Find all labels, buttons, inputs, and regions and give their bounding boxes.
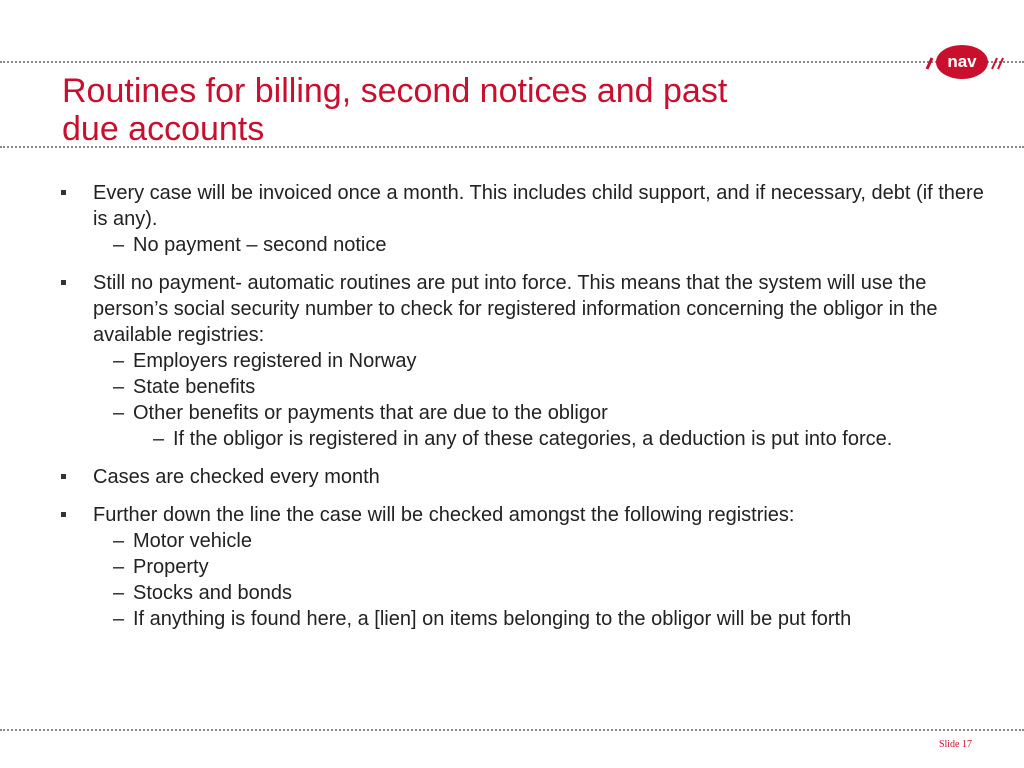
sub-bullet-text: If anything is found here, a [lien] on items belonging to the obligor will be put forth: [133, 608, 852, 630]
bullet-text: Further down the line the case will be checked amongst the following registries:: [93, 504, 795, 526]
slide-title-line-1: Routines for billing, second notices and past: [62, 72, 728, 110]
sub-bullet-item: [93, 528, 988, 554]
sub-sub-bullet-item: [93, 426, 988, 452]
square-bullet-icon: [61, 280, 66, 285]
sub-bullet-text: Stocks and bonds: [133, 582, 292, 604]
sub-bullet-text: No payment – second notice: [133, 234, 387, 256]
bullet-text: Still no payment- automatic routines are put into force. This means that the system will use the person’s social security number to check for registered information concerning the obligor in the available registries:: [93, 272, 938, 346]
slide-number: Slide 17: [938, 739, 972, 750]
dash-bullet-icon: –: [113, 350, 125, 372]
sub-bullet-text: Motor vehicle: [133, 530, 252, 552]
dash-bullet-icon: –: [113, 234, 125, 256]
sub-bullet-item: [93, 606, 988, 632]
dash-bullet-icon: –: [113, 556, 125, 578]
top-dotted-divider: [0, 61, 1024, 63]
sub-bullet-text: State benefits: [133, 376, 256, 398]
bullet-item-registries: [58, 502, 988, 632]
dash-bullet-icon: –: [113, 402, 125, 424]
slide-title: [62, 72, 882, 148]
sub-bullet-item: [93, 400, 988, 426]
bullet-item-monthly-check: [58, 464, 988, 490]
slide-title-line-2: due accounts: [62, 110, 265, 148]
sub-bullet-text: Other benefits or payments that are due to the obligor: [133, 402, 608, 424]
dash-bullet-icon: –: [113, 608, 125, 630]
bullet-text: Every case will be invoiced once a month. This includes child support, and if necessary, debt (if there is any).: [93, 182, 984, 230]
dash-bullet-icon: –: [113, 530, 125, 552]
sub-bullet-text: Employers registered in Norway: [133, 350, 417, 372]
square-bullet-icon: [61, 512, 66, 517]
dash-bullet-icon: –: [113, 376, 125, 398]
sub-bullet-item: [93, 580, 988, 606]
bottom-dotted-divider: [0, 729, 1024, 731]
sub-bullet-item: [93, 374, 988, 400]
dash-bullet-icon: –: [113, 582, 125, 604]
sub-bullet-item: [93, 554, 988, 580]
sub-sub-bullet-text: If the obligor is registered in any of these categories, a deduction is put into force.: [173, 428, 893, 450]
slide-body: [58, 180, 988, 644]
sub-bullet-text: Property: [133, 556, 209, 578]
sub-bullet-item: [93, 232, 988, 258]
dash-bullet-icon: –: [153, 428, 165, 450]
sub-bullet-item: [93, 348, 988, 374]
bullet-item-automatic-routines: [58, 270, 988, 452]
nav-logo: [924, 44, 1008, 80]
square-bullet-icon: [61, 190, 66, 195]
svg-text:nav: nav: [947, 52, 977, 71]
square-bullet-icon: [61, 474, 66, 479]
bullet-text: Cases are checked every month: [93, 466, 380, 488]
bullet-item-invoicing: [58, 180, 988, 258]
